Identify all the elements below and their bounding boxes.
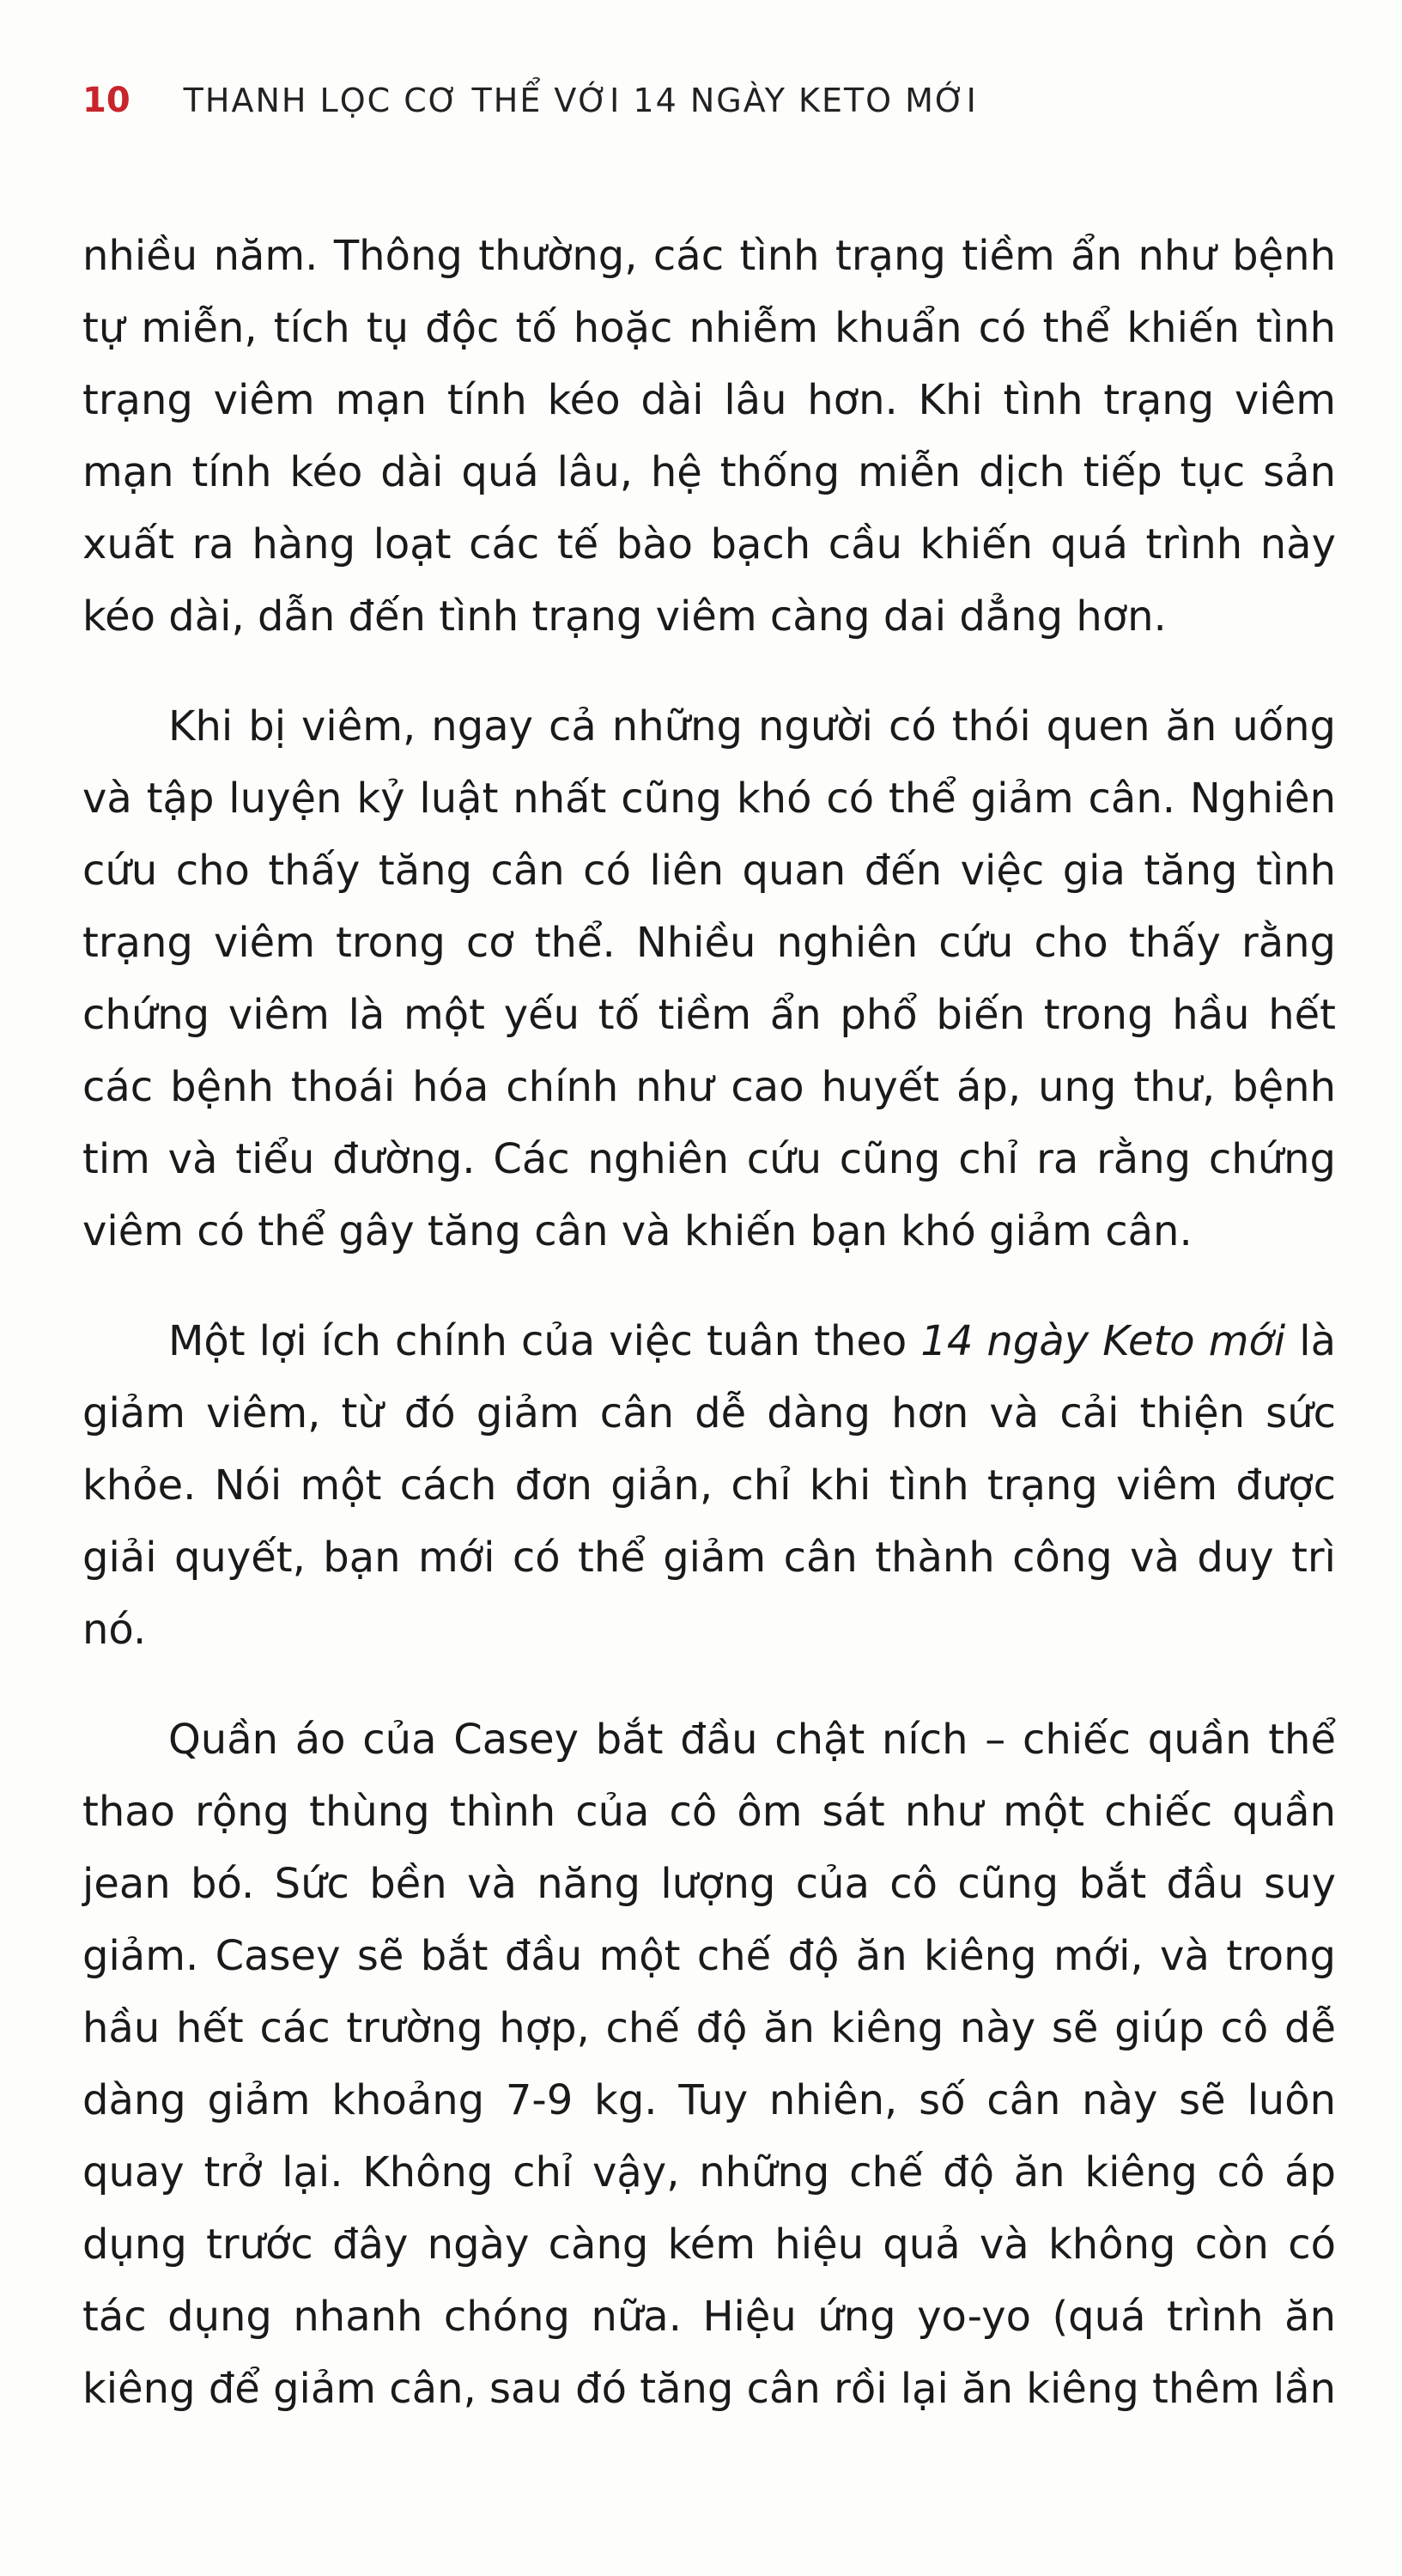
paragraph-text-end: là giảm viêm, từ đó giảm cân dễ dàng hơn và cải thiện sức khỏe. Nói một cách đơn giản, chỉ khi tình trạng viêm được giải quyết, bạn mới có thể giảm cân thành công và duy trì nó.	[82, 1317, 1336, 1654]
paragraph-inflammation-weight: Khi bị viêm, ngay cả những người có thói quen ăn uống và tập luyện kỷ luật nhất cũng khó có thể giảm cân. Nghiên cứu cho thấy tăng cân có liên quan đến việc gia tăng tình trạng viêm trong cơ thể. Nhiều nghiên cứu cho thấy rằng chứng viêm là một yếu tố tiềm ẩn phổ biến trong hầu hết các bệnh thoái hóa chính như cao huyết áp, ung thư, bệnh tim và tiểu đường. Các nghiên cứu cũng chỉ ra rằng chứng viêm có thể gây tăng cân và khiến bạn khó giảm cân.	[82, 702, 1336, 1255]
running-header	[82, 79, 1336, 122]
book-title-italic: 14 ngày Keto mới	[920, 1317, 1286, 1365]
paragraph-text-start: Một lợi ích chính của việc tuân theo	[168, 1317, 921, 1365]
body-text	[82, 220, 1336, 2425]
paragraph-continuation: nhiều năm. Thông thường, các tình trạng tiềm ẩn như bệnh tự miễn, tích tụ độc tố hoặc nhiễm khuẩn có thể khiến tình trạng viêm mạn tính kéo dài lâu hơn. Khi tình trạng viêm mạn tính kéo dài quá lâu, hệ thống miễn dịch tiếp tục sản xuất ra hàng loạt các tế bào bạch cầu khiến quá trình này kéo dài, dẫn đến tình trạng viêm càng dai dẳng hơn.	[82, 232, 1336, 641]
page-number: 10	[82, 81, 130, 120]
paragraph-casey-story: Quần áo của Casey bắt đầu chật ních – chiếc quần thể thao rộng thùng thình của cô ôm sát như một chiếc quần jean bó. Sức bền và năng lượng của cô cũng bắt đầu suy giảm. Casey sẽ bắt đầu một chế độ ăn kiêng mới, và trong hầu hết các trường hợp, chế độ ăn kiêng này sẽ giúp cô dễ dàng giảm khoảng 7-9 kg. Tuy nhiên, số cân này sẽ luôn quay trở lại. Không chỉ vậy, những chế độ ăn kiêng cô áp dụng trước đây ngày càng kém hiệu quả và không còn có tác dụng nhanh chóng nữa. Hiệu ứng yo-yo (quá trình ăn kiêng để giảm cân, sau đó tăng cân rồi lại ăn kiêng thêm lần	[82, 1716, 1337, 2413]
book-title: THANH LỌC CƠ THỂ VỚI 14 NGÀY KETO MỚI	[183, 82, 978, 119]
paragraph-keto-benefit	[82, 1305, 1336, 1666]
